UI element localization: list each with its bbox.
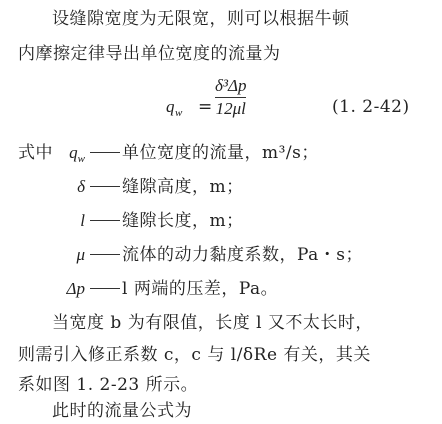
em-dash <box>90 186 120 187</box>
paragraph2-line2: 则需引入修正系数 c，c 与 l/δRe 有关，其关 <box>18 345 371 365</box>
equation-denominator: 12μl <box>215 99 246 118</box>
em-dash <box>90 152 120 153</box>
em-dash <box>90 254 120 255</box>
definition-item: 缝隙长度，m； <box>88 210 244 232</box>
fraction-bar <box>215 97 246 98</box>
definition-item: 流体的动力黏度系数，Pa・s； <box>88 244 363 266</box>
definition-symbol: l <box>80 211 85 230</box>
definition-symbol: δ <box>77 177 85 196</box>
equation-number: (1. 2-42) <box>332 97 410 117</box>
equation-equals: = <box>198 97 213 117</box>
paragraph2-line3: 系如图 1. 2-23 所示。 <box>18 375 199 395</box>
equation-numerator: δ³Δp <box>215 76 247 95</box>
paragraph2-line1: 当宽度 b 为有限值，长度 l 又不太长时， <box>52 313 373 333</box>
definition-symbol: μ <box>76 245 85 264</box>
em-dash <box>90 288 120 289</box>
equation-fraction <box>215 76 246 119</box>
equation-lhs: $q_w$ <box>166 97 183 119</box>
definition-item: 缝隙高度，m； <box>88 176 244 198</box>
paragraph1-line1: 设缝隙宽度为无限宽，则可以根据牛顿 <box>52 9 350 29</box>
definition-symbol: Δp <box>66 279 85 298</box>
where-label: 式中 <box>18 143 53 163</box>
definition-symbol: $q_w$ <box>69 143 85 165</box>
em-dash <box>90 220 120 221</box>
definition-item: 单位宽度的流量，m³/s； <box>88 142 319 164</box>
paragraph1-line2: 内摩擦定律导出单位宽度的流量为 <box>18 44 281 64</box>
definition-item: l 两端的压差，Pa。 <box>88 278 278 300</box>
paragraph3-line1: 此时的流量公式为 <box>52 401 192 421</box>
